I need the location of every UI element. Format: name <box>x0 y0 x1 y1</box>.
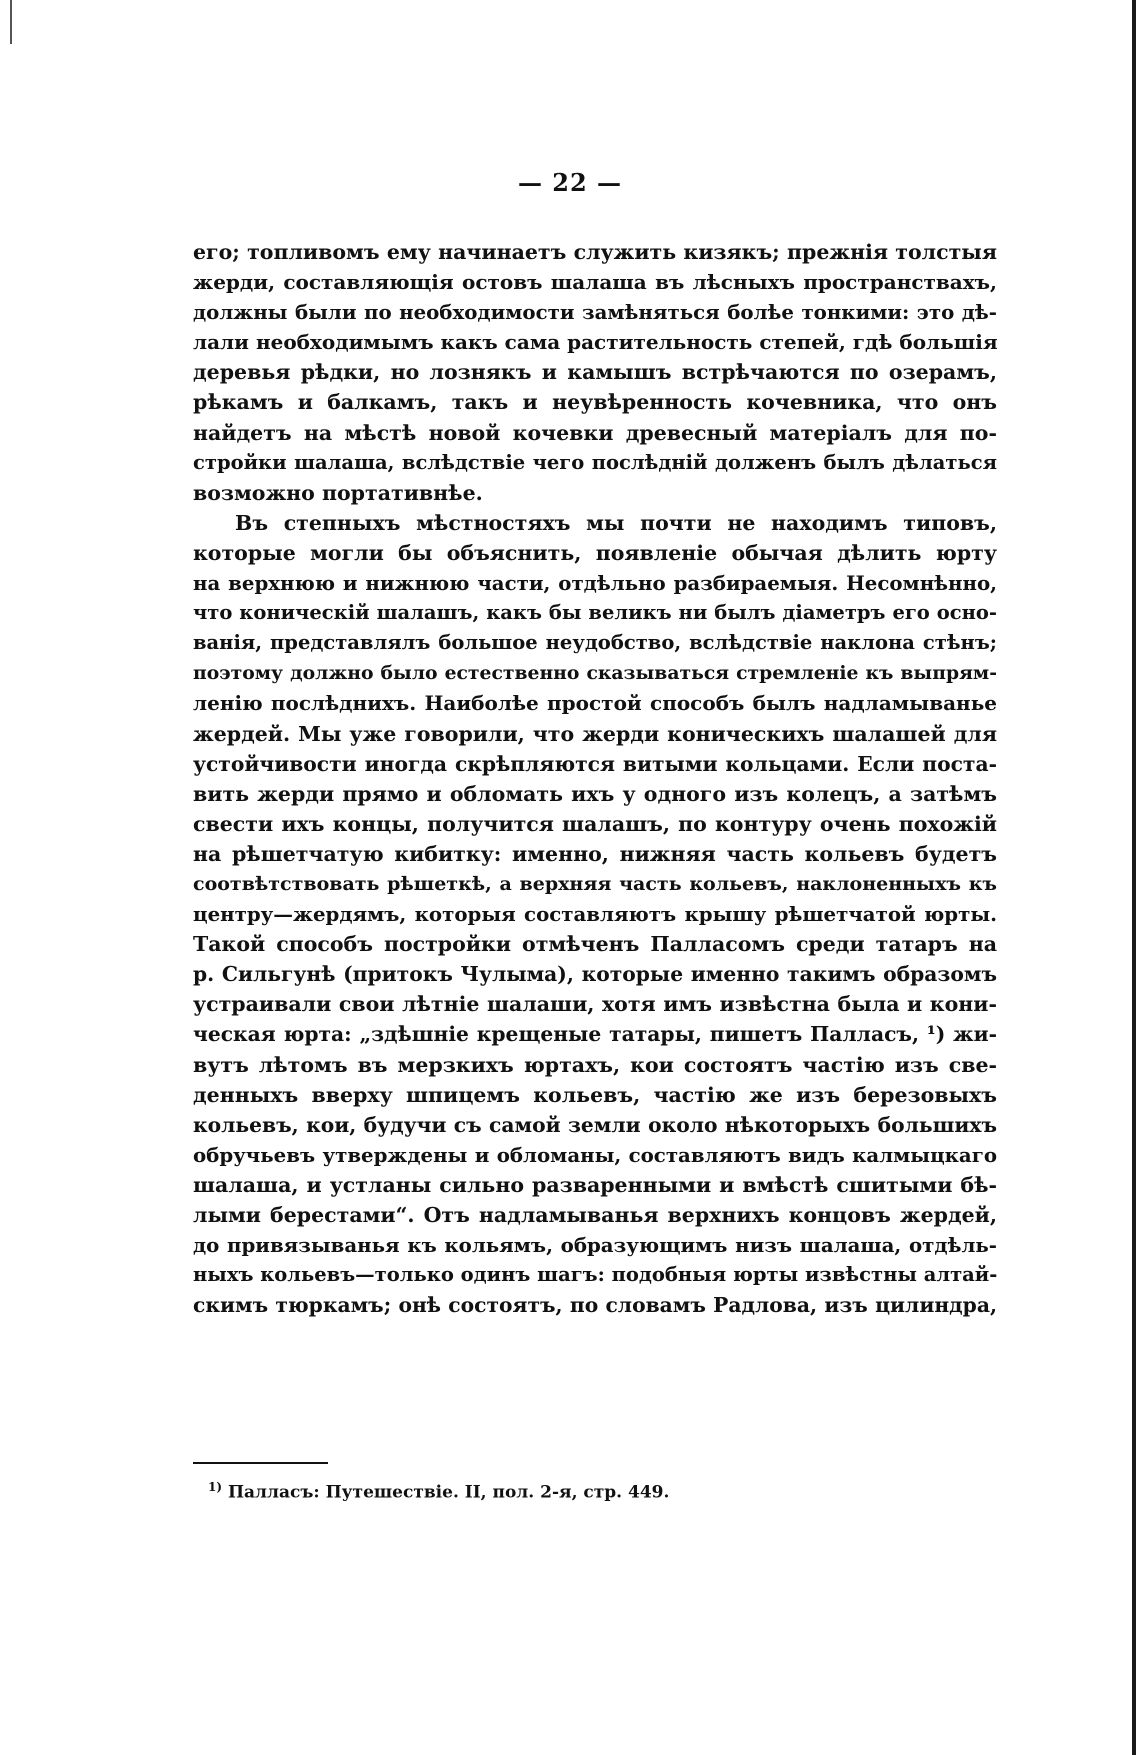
text-line: должны были по необходимости замѣняться болѣе тонкими: это дѣ- <box>193 300 997 325</box>
text-line: р. Сильгунѣ (притокъ Чулыма), которые именно такимъ образомъ <box>193 962 997 987</box>
text-line: найдетъ на мѣстѣ новой кочевки древесный матеріалъ для по- <box>193 420 997 445</box>
footnote-text: Палласъ: Путешествіе. II, пол. 2-я, стр. 449. <box>227 1482 670 1503</box>
text-line: на рѣшетчатую кибитку: именно, нижняя часть кольевъ будетъ <box>193 841 997 866</box>
text-line: вить жерди прямо и обломать ихъ у одного изъ колецъ, а затѣмъ <box>193 781 997 806</box>
text-line: что коническій шалашъ, какъ бы великъ ни былъ діаметръ его осно- <box>193 601 997 625</box>
text-line: возможно портативнѣе. <box>193 480 483 505</box>
scan-edge-right <box>1132 0 1136 1755</box>
text-line: вутъ лѣтомъ въ мерзкихъ юртахъ, кои состоятъ частію изъ све- <box>193 1052 997 1077</box>
text-line: ленію послѣднихъ. Наиболѣе простой способъ былъ надламыванье <box>193 691 997 716</box>
text-line: обручьевъ утверждены и обломаны, составляютъ видъ калмыцкаго <box>193 1142 997 1167</box>
footnote <box>208 1480 669 1503</box>
text-line: ческая юрта: „здѣшніе крещеные татары, пишетъ Палласъ, ¹) жи- <box>193 1022 997 1047</box>
text-line: ванія, представлялъ большое неудобство, вслѣдствіе наклона стѣнъ; <box>193 631 997 655</box>
footnote-mark: 1) <box>208 1480 223 1494</box>
scan-edge-left <box>10 0 12 44</box>
text-line: денныхъ вверху шпицемъ кольевъ, частію же изъ березовыхъ <box>193 1082 997 1107</box>
text-line: рѣкамъ и балкамъ, такъ и неувѣренность кочевника, что онъ <box>193 390 997 415</box>
text-line: до привязыванья къ кольямъ, образующимъ низъ шалаша, отдѣль- <box>193 1233 997 1258</box>
text-line: Такой способъ постройки отмѣченъ Палласомъ среди татаръ на <box>193 932 997 957</box>
text-line: которые могли бы объяснить, появленіе обычая дѣлить юрту <box>193 540 997 565</box>
text-line: шалаша, и устланы сильно разваренными и вмѣстѣ сшитыми бѣ- <box>193 1172 997 1197</box>
footnote-rule <box>193 1462 328 1464</box>
text-line: лыми берестами“. Отъ надламыванья верхнихъ концовъ жердей, <box>193 1203 997 1227</box>
text-line: лали необходимымъ какъ сама растительность степей, гдѣ большія <box>193 330 998 355</box>
text-line: Въ степныхъ мѣстностяхъ мы почти не находимъ типовъ, <box>235 510 997 535</box>
body-text <box>193 237 997 1320</box>
text-line: на верхнюю и нижнюю части, отдѣльно разбираемыя. Несомнѣнно, <box>193 571 997 596</box>
text-line: скимъ тюркамъ; онѣ состоятъ, по словамъ Радлова, изъ цилиндра, <box>193 1293 997 1318</box>
text-line: центру—жердямъ, которыя составляютъ крышу рѣшетчатой юрты. <box>193 902 997 927</box>
text-line: его; топливомъ ему начинаетъ служить кизякъ; прежнія толстыя <box>193 240 997 264</box>
text-line: кольевъ, кои, будучи съ самой земли около нѣкоторыхъ большихъ <box>193 1112 997 1137</box>
text-line: жердей. Мы уже говорили, что жерди коническихъ шалашей для <box>193 721 997 746</box>
text-line: устраивали свои лѣтніе шалаши, хотя имъ извѣстна была и кони- <box>193 992 997 1017</box>
text-line: стройки шалаша, вслѣдствіе чего послѣдній долженъ былъ дѣлаться <box>193 450 997 474</box>
text-line: ныхъ кольевъ—только одинъ шагъ: подобныя юрты извѣстны алтай- <box>193 1263 998 1287</box>
text-line: устойчивости иногда скрѣпляются витыми кольцами. Если поста- <box>193 751 997 776</box>
text-line: свести ихъ концы, получится шалашъ, по контуру очень похожій <box>193 811 997 836</box>
text-line: жерди, составляющія остовъ шалаша въ лѣсныхъ пространствахъ, <box>193 270 997 295</box>
page-number: — 22 — <box>517 168 623 197</box>
text-line: соотвѣтствовать рѣшеткѣ, а верхняя часть кольевъ, наклоненныхъ къ <box>193 872 997 895</box>
text-line: поэтому должно было естественно сказываться стремленіе къ выпрям- <box>193 662 997 685</box>
text-line: деревья рѣдки, но лознякъ и камышъ встрѣчаются по озерамъ, <box>193 360 997 385</box>
